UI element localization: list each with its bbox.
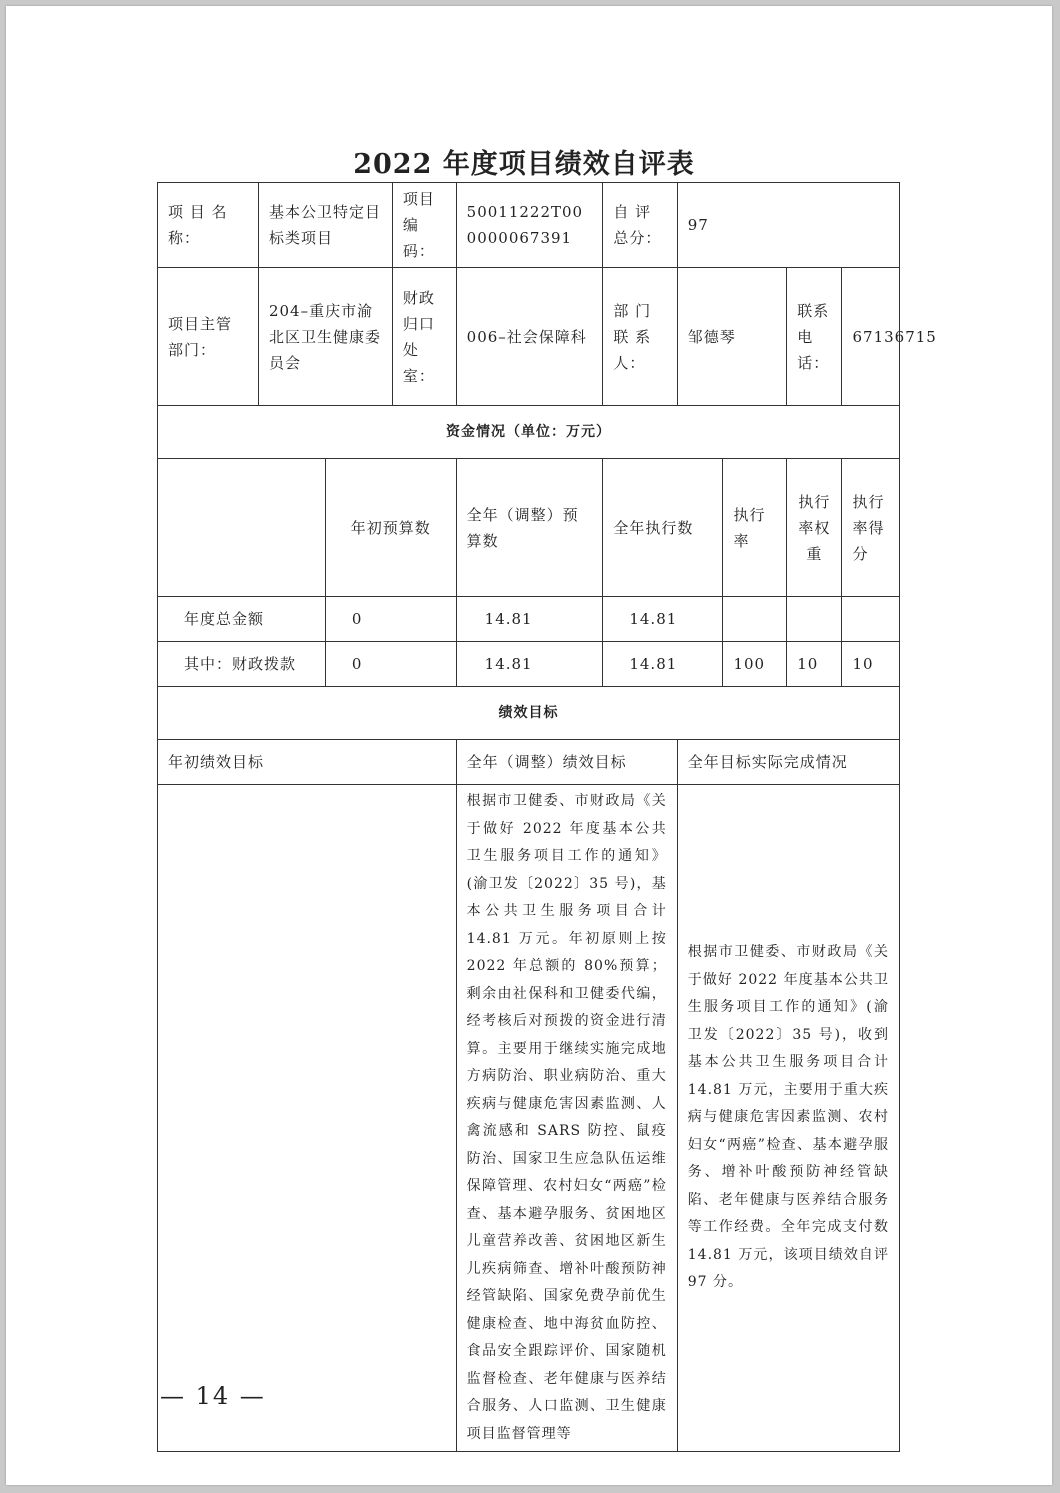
funds-row-total (158, 597, 900, 642)
contact-person-value: 邹德琴 (677, 268, 786, 406)
funds-header-blank (158, 459, 326, 597)
goals-content-row (158, 785, 900, 1452)
funds-cell-rate-score (842, 597, 900, 642)
funds-cell-initial-budget: 0 (325, 642, 456, 687)
project-info-row (158, 183, 900, 268)
funds-cell-rate-weight: 10 (787, 642, 842, 687)
funds-header-rate-weight: 执行率权重 (787, 459, 842, 597)
funds-cell-execution-rate (723, 597, 787, 642)
goals-header-row (158, 740, 900, 785)
funds-cell-rate-weight (787, 597, 842, 642)
funds-row-label: 年度总金额 (158, 597, 326, 642)
funds-header-row (158, 459, 900, 597)
goals-header-adjusted: 全年（调整）绩效目标 (456, 740, 677, 785)
project-name-value: 基本公卫特定目标类项目 (258, 183, 392, 268)
funds-cell-executed: 14.81 (603, 597, 723, 642)
project-code-value: 50011222T000000067391 (456, 183, 603, 268)
self-score-label: 自 评总分： (603, 183, 677, 268)
funds-cell-executed: 14.81 (603, 642, 723, 687)
funds-header-rate-score: 执行率得分 (842, 459, 900, 597)
goals-header-initial: 年初绩效目标 (158, 740, 457, 785)
department-label: 项目主管部门： (158, 268, 259, 406)
contact-person-label: 部 门 联 系人： (603, 268, 677, 406)
phone-value: 67136715 (842, 268, 900, 406)
funds-header-adjusted-budget: 全年（调整）预算数 (456, 459, 603, 597)
project-name-label: 项 目 名称： (158, 183, 259, 268)
phone-label: 联系电话： (787, 268, 842, 406)
funds-header-initial-budget: 年初预算数 (325, 459, 456, 597)
funds-row-label: 其中：财政拨款 (158, 642, 326, 687)
finance-office-value: 006–社会保障科 (456, 268, 603, 406)
goals-section-row (158, 687, 900, 740)
funds-section-title: 资金情况（单位：万元） (158, 406, 900, 459)
goals-initial-text (158, 785, 457, 1452)
project-code-label: 项目编码： (392, 183, 456, 268)
goals-header-actual: 全年目标实际完成情况 (677, 740, 899, 785)
finance-office-label: 财政归口处室： (392, 268, 456, 406)
department-value: 204–重庆市渝北区卫生健康委员会 (258, 268, 392, 406)
self-evaluation-table (157, 182, 937, 1452)
goals-adjusted-text: 根据市卫健委、市财政局《关于做好 2022 年度基本公共卫生服务项目工作的通知》(渝卫发〔2022〕35 号)，基本公共卫生服务项目合计 14.81 万元。年初原则上按 2022 年总额的 80%预算；剩余由社保科和卫健委代编，经考核后对预拨的资金进行清算。主要用于继续实施完成地方病防治、职业病防治、重大疾病与健康危害因素监测、人禽流感和 SARS 防控、鼠疫防治、国家卫生应急队伍运维保障管理、农村妇女“两癌”检查、基本避孕服务、贫困地区儿童营养改善、贫困地区新生儿疾病筛查、增补叶酸预防神经管缺陷、国家免费孕前优生健康检查、地中海贫血防控、食品安全跟踪评价、国家随机监督检查、老年健康与医养结合服务、人口监测、卫生健康项目监督管理等 (456, 785, 677, 1452)
funds-row-fiscal (158, 642, 900, 687)
department-info-row (158, 268, 900, 406)
funds-cell-adjusted-budget: 14.81 (456, 642, 603, 687)
goals-actual-text: 根据市卫健委、市财政局《关于做好 2022 年度基本公共卫生服务项目工作的通知》(渝卫发〔2022〕35 号)，收到基本公共卫生服务项目合计 14.81 万元，主要用于重大疾病与健康危害因素监测、农村妇女“两癌”检查、基本避孕服务、增补叶酸预防神经管缺陷、老年健康与医养结合服务等工作经费。全年完成支付数 14.81 万元，该项目绩效自评 97 分。 (677, 785, 899, 1452)
funds-cell-rate-score: 10 (842, 642, 900, 687)
funds-cell-initial-budget: 0 (325, 597, 456, 642)
self-score-value: 97 (677, 183, 899, 268)
page-title: 2022 年度项目绩效自评表 (353, 149, 695, 180)
page-number: — 14 — (160, 1382, 266, 1410)
funds-cell-execution-rate: 100 (723, 642, 787, 687)
funds-header-execution-rate: 执行率 (723, 459, 787, 597)
goals-section-title: 绩效目标 (158, 687, 900, 740)
funds-cell-adjusted-budget: 14.81 (456, 597, 603, 642)
funds-header-executed: 全年执行数 (603, 459, 723, 597)
funds-section-row (158, 406, 900, 459)
